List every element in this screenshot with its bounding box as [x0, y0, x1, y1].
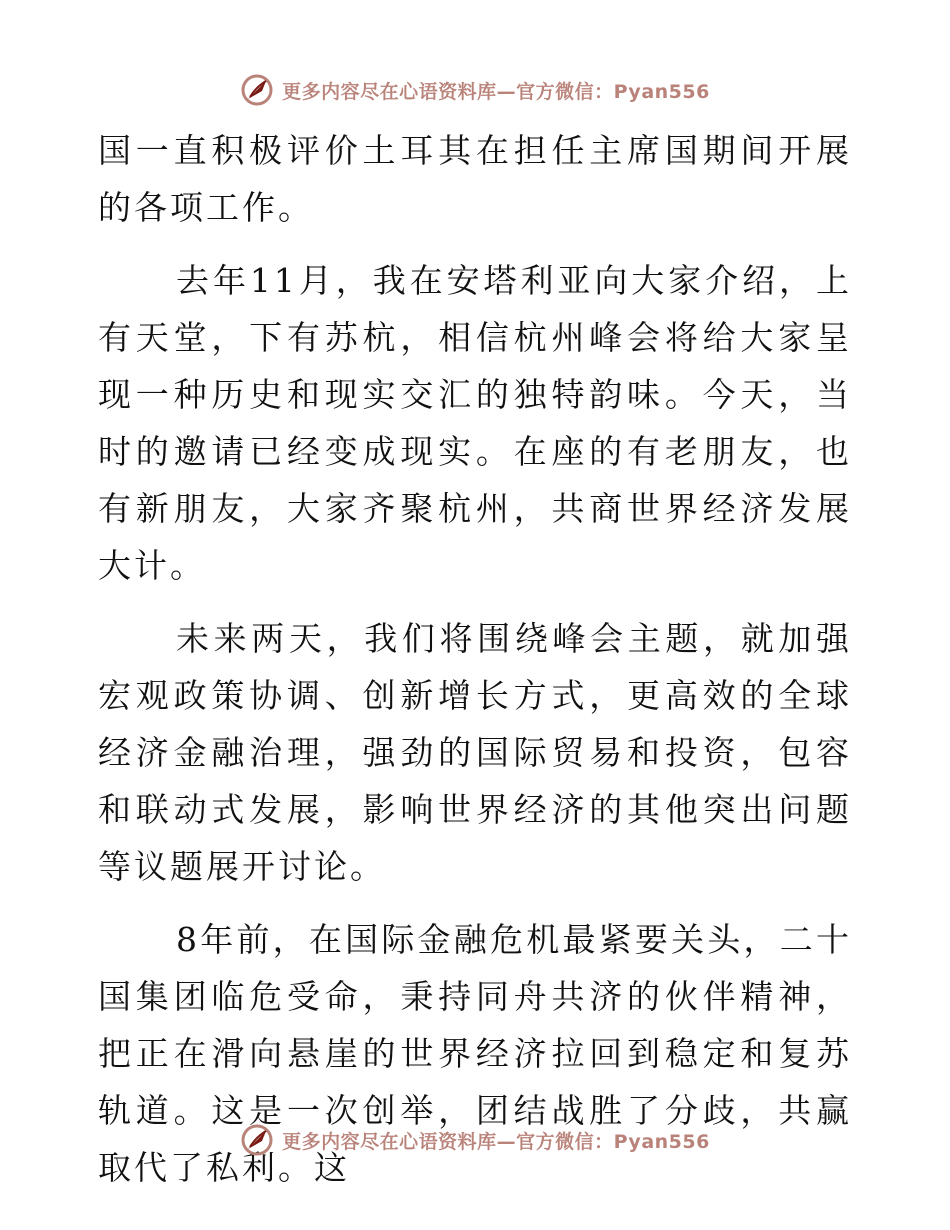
paragraph-agenda: 未来两天，我们将围绕峰会主题，就加强宏观政策协调、创新增长方式，更高效的全球经济金融治理，强劲的国际贸易和投资，包容和联动式发展，影响世界经济的其他突出问题等议题展开讨论。 — [98, 619, 852, 886]
header-banner-text: 更多内容尽在心语资料库—官方微信：Pyan556 — [282, 80, 710, 103]
document-body — [98, 122, 852, 1212]
paragraph-antalya: 去年11月，我在安塔利亚向大家介绍，上有天堂，下有苏杭，相信杭州峰会将给大家呈现一种历史和现实交汇的独特韵味。今天，当时的邀请已经变成现实。在座的有老朋友，也有新朋友，大家齐聚杭州，共商世界经济发展大计。 — [98, 261, 852, 585]
footer-banner-text: 更多内容尽在心语资料库—官方微信：Pyan556 — [282, 1130, 710, 1153]
quill-logo-icon — [240, 73, 274, 107]
quill-logo-icon — [240, 1123, 274, 1157]
paragraph-continuation: 国一直积极评价土耳其在担任主席国期间开展的各项工作。 — [98, 131, 852, 227]
footer-banner — [0, 1120, 950, 1160]
header-banner — [0, 70, 950, 110]
paragraph-financial-crisis: 8年前，在国际金融危机最紧要关头，二十国集团临危受命，秉持同舟共济的伙伴精神，把正在滑向悬崖的世界经济拉回到稳定和复苏轨道。这是一次创举，团结战胜了分歧，共赢取代了私利。这 — [98, 920, 852, 1187]
